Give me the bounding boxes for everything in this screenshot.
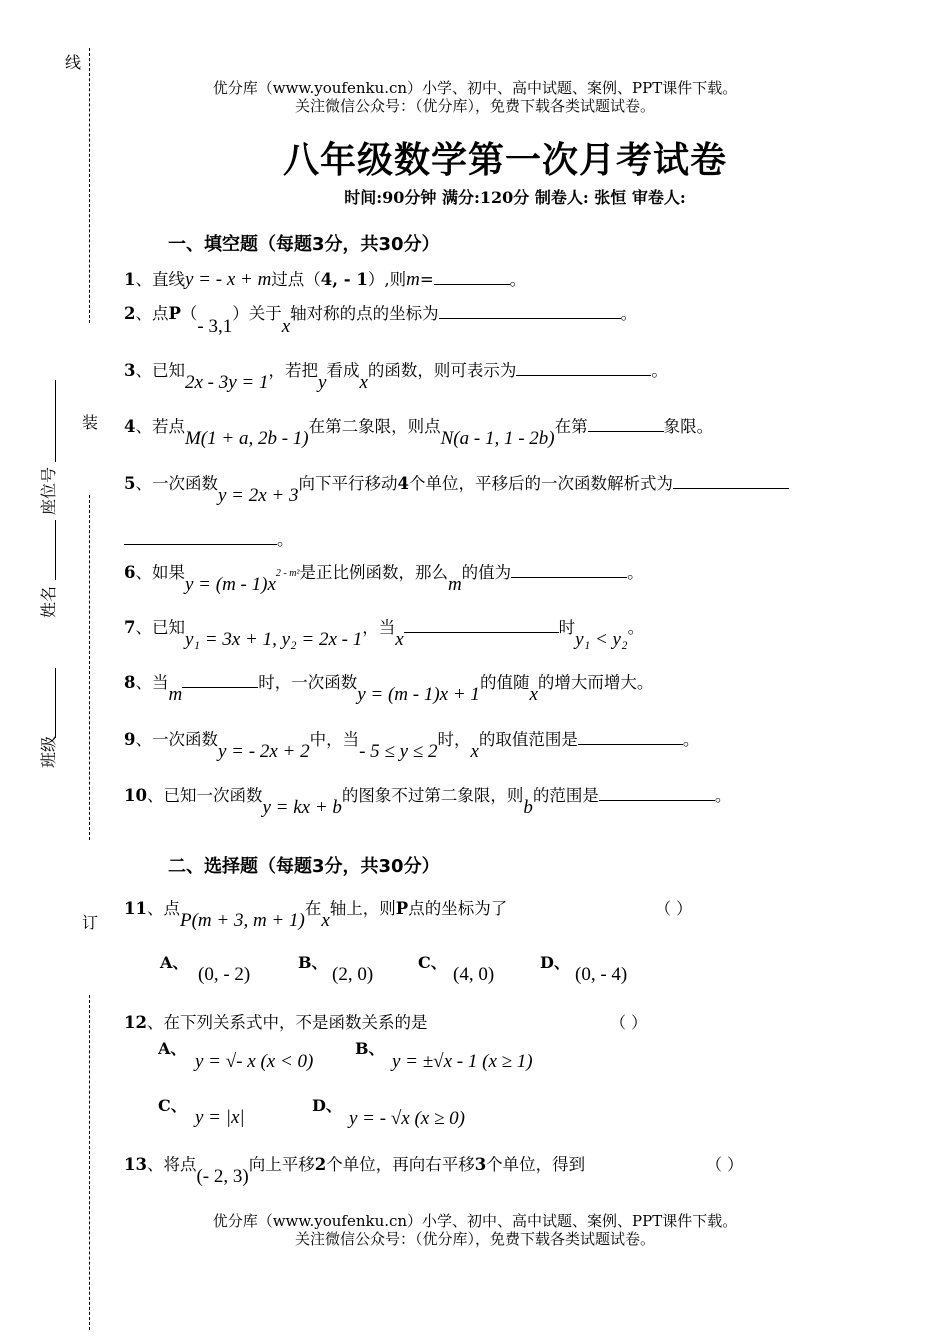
q10-answer-blank[interactable] — [599, 786, 715, 801]
q13-num-3: 3 — [474, 1155, 487, 1174]
q11-option-d[interactable]: (0, - 4) — [575, 964, 628, 985]
q1-text-c: ）,则 — [367, 270, 407, 289]
q13-text-c: 个单位，再向右平移 — [326, 1155, 475, 1174]
q7-end: 。 — [627, 618, 645, 637]
q3-text-d: 的函数，则可表示为 — [367, 361, 517, 380]
section-1-heading: 一、填空题（每题3分，共30分） — [168, 234, 440, 255]
q1-text-b: 过点（ — [271, 270, 321, 289]
q8-num: 8 — [124, 673, 136, 692]
q5-end: 。 — [277, 530, 294, 549]
footer-line2: 关注微信公众号：（优分库），免费下载各类试题试卷。 — [294, 1230, 655, 1248]
q6-exponent: 2 - m² — [275, 568, 300, 579]
q3-text-b: ，若把 — [268, 361, 318, 380]
q10-end: 。 — [714, 786, 732, 805]
q8-text-a: 、当 — [135, 673, 169, 692]
seat-number-line — [55, 380, 56, 462]
q5-answer-blank-1[interactable] — [673, 474, 789, 489]
question-2 — [124, 300, 638, 337]
binding-label-zhuang: 装 — [82, 413, 99, 432]
q4-text-d: 象限。 — [663, 417, 714, 436]
q1-text-d: = — [419, 270, 434, 289]
seat-number-label: 座位号 — [39, 466, 58, 515]
q3-end: 。 — [651, 361, 668, 380]
q9-text-d: 的取值范围是 — [478, 730, 578, 749]
q4-text-a: 、若点 — [135, 417, 185, 436]
q13-point: (- 2, 3) — [196, 1166, 249, 1187]
question-13 — [124, 1151, 586, 1187]
q2-text-a: 、点 — [135, 304, 169, 323]
q10-text-b: 的图象不过第二象限，则 — [341, 786, 524, 805]
name-label: 姓名 — [39, 585, 58, 618]
binding-dash-bottom — [89, 995, 90, 1330]
q6-end: 。 — [627, 563, 644, 582]
q2-text-b: （ — [180, 304, 198, 323]
q13-num-2: 2 — [314, 1155, 327, 1174]
q6-var: m — [447, 574, 462, 595]
q9-end: 。 — [682, 730, 700, 749]
q8-text-b: 时，一次函数 — [258, 673, 358, 692]
q12-answer-paren[interactable]: （ ） — [610, 1013, 648, 1032]
question-6 — [124, 559, 644, 595]
q5-num: 5 — [124, 474, 136, 493]
header-top-line1: 优分库（www.youfenku.cn）小学、初中、高中试题、案例、PPT课件下载。 — [212, 79, 738, 97]
q9-text-a: 、一次函数 — [135, 730, 218, 749]
q13-text-d: 个单位，得到 — [486, 1155, 586, 1174]
q6-text-b: 是正比例函数，那么 — [299, 563, 448, 582]
q4-expr-m: M(1 + a, 2b - 1) — [184, 428, 309, 449]
q2-point: - 3,1 — [197, 316, 233, 337]
q5-expr: y = 2x + 3 — [217, 485, 299, 506]
class-label: 班级 — [39, 735, 58, 768]
q3-num: 3 — [124, 361, 136, 380]
question-3 — [124, 357, 668, 393]
q12-option-a[interactable]: y = √- x (x < 0) — [195, 1051, 314, 1072]
section-2-heading: 二、选择题（每题3分，共30分） — [168, 856, 440, 877]
q12-option-c[interactable]: y = |x| — [195, 1107, 245, 1128]
q5-text-c: 个单位，平移后的一次函数解析式为 — [408, 474, 673, 493]
q11-num: 11 — [124, 899, 147, 918]
q1-answer-blank[interactable] — [434, 270, 510, 285]
q4-expr-n: N(a - 1, 1 - 2b) — [440, 428, 555, 449]
q7-inequality: y₁ < y₂ — [575, 629, 628, 650]
q9-answer-blank[interactable] — [578, 730, 683, 745]
q2-num: 2 — [124, 304, 136, 323]
footer-line1: 优分库（www.youfenku.cn）小学、初中、高中试题、案例、PPT课件下载。 — [212, 1212, 738, 1230]
q6-text-a: 、如果 — [135, 563, 185, 582]
q1-text-a: 、直线 — [135, 270, 185, 289]
q2-answer-blank[interactable] — [439, 304, 621, 319]
q9-text-c: 时， — [437, 730, 471, 749]
question-5 — [124, 470, 789, 506]
q11-text-b: 在 — [304, 899, 322, 918]
class-line — [55, 668, 56, 738]
q7-var: x — [395, 629, 404, 650]
q5-text-b: 向下平行移动 — [298, 474, 398, 493]
q8-var-x: x — [529, 684, 538, 705]
q11-option-d-label[interactable]: D、 — [540, 953, 570, 972]
q12-option-d-label[interactable]: D、 — [312, 1096, 342, 1115]
q12-option-c-label[interactable]: C、 — [158, 1096, 187, 1115]
q10-text-c: 的范围是 — [532, 786, 599, 805]
question-7 — [124, 614, 645, 650]
q9-text-b: 中，当 — [309, 730, 360, 749]
q11-text-c: 轴上，则 — [329, 899, 396, 918]
exam-meta: 时间:90分钟 满分:120分 制卷人: 张恒 审卷人: — [344, 188, 686, 207]
q13-text-b: 向上平移 — [248, 1155, 315, 1174]
q12-option-b[interactable]: y = ±√x - 1 (x ≥ 1) — [392, 1051, 533, 1072]
q4-text-b: 在第二象限，则点 — [308, 417, 441, 436]
q9-num: 9 — [124, 730, 136, 749]
q4-num: 4 — [124, 417, 136, 436]
q7-text-b: ，当 — [362, 618, 396, 637]
q11-option-c[interactable]: (4, 0) — [453, 964, 495, 985]
q6-answer-blank[interactable] — [511, 563, 627, 578]
binding-label-xian: 线 — [65, 53, 82, 72]
q1-var: m — [406, 269, 420, 290]
q3-text-c: 看成 — [326, 361, 360, 380]
question-12 — [124, 1009, 427, 1033]
q11-p: P — [395, 899, 409, 918]
q9-var: x — [470, 741, 479, 762]
q12-option-b-label[interactable]: B、 — [355, 1039, 385, 1058]
q12-option-a-label[interactable]: A、 — [158, 1039, 187, 1058]
q8-answer-blank[interactable] — [182, 673, 258, 688]
q5-number: 4 — [397, 474, 409, 493]
q12-text: 、在下列关系式中，不是函数关系的是 — [146, 1013, 428, 1032]
q11-option-c-label[interactable]: C、 — [418, 953, 447, 972]
header-top-line2: 关注微信公众号：（优分库），免费下载各类试题试卷。 — [294, 97, 655, 115]
q13-answer-paren[interactable]: （ ） — [706, 1155, 744, 1174]
q2-text-c: ）关于 — [232, 304, 282, 323]
q11-expr: P(m + 3, m + 1) — [179, 910, 305, 931]
question-1 — [124, 266, 526, 291]
q1-expr: y = - x + m — [184, 269, 272, 290]
question-4 — [124, 413, 714, 449]
question-10 — [124, 782, 732, 818]
q2-p: P — [168, 304, 181, 323]
question-11 — [124, 895, 508, 931]
question-8 — [124, 669, 654, 705]
q11-var: x — [321, 910, 330, 931]
q7-answer-blank[interactable] — [404, 618, 559, 633]
q1-point: 4, - 1 — [320, 270, 368, 289]
q8-var: m — [168, 684, 183, 705]
question-5-line2 — [124, 526, 294, 550]
question-9 — [124, 726, 700, 762]
q11-option-b[interactable]: (2, 0) — [332, 964, 374, 985]
q6-expr: y = (m - 1)x — [184, 574, 276, 595]
binding-dash-mid — [89, 495, 90, 840]
q6-text-c: 的值为 — [461, 563, 512, 582]
q5-answer-blank-2[interactable] — [124, 530, 277, 545]
q7-text-c: 时 — [558, 618, 576, 637]
q4-answer-blank[interactable] — [588, 417, 664, 432]
q11-text-a: 、点 — [146, 899, 180, 918]
q9-expr: y = - 2x + 2 — [217, 741, 310, 762]
q11-text-d: 点的坐标为了 — [408, 899, 508, 918]
q8-text-c: 的值随 — [479, 673, 530, 692]
page-title: 八年级数学第一次月考试卷 — [282, 140, 727, 181]
name-line — [55, 520, 56, 580]
q10-var: b — [523, 797, 533, 818]
q4-text-c: 在第 — [554, 417, 588, 436]
q8-text-d: 的增大而增大。 — [537, 673, 654, 692]
q11-option-b-label[interactable]: B、 — [298, 953, 328, 972]
q10-text-a: 、已知一次函数 — [146, 786, 263, 805]
q2-var: x — [281, 316, 291, 337]
q11-option-a-label[interactable]: A、 — [160, 953, 189, 972]
q9-range: - 5 ≤ y ≤ 2 — [359, 741, 438, 762]
binding-label-ding: 订 — [82, 913, 99, 932]
q10-expr: y = kx + b — [262, 797, 342, 818]
q5-text-a: 、一次函数 — [135, 474, 218, 493]
q3-var-y: y — [318, 372, 327, 393]
q7-expr: y₁ = 3x + 1, y₂ = 2x - 1 — [184, 629, 363, 650]
q3-text-a: 、已知 — [135, 361, 185, 380]
q13-num: 13 — [124, 1155, 147, 1174]
q6-num: 6 — [124, 563, 136, 582]
q3-expr: 2x - 3y = 1 — [184, 372, 269, 393]
q7-num: 7 — [124, 618, 136, 637]
q8-expr: y = (m - 1)x + 1 — [357, 684, 480, 705]
q1-end: 。 — [509, 270, 527, 289]
q3-var-x: x — [359, 372, 368, 393]
q12-option-d[interactable]: y = - √x (x ≥ 0) — [349, 1108, 465, 1129]
q11-option-a[interactable]: (0, - 2) — [198, 964, 251, 985]
q13-text-a: 、将点 — [146, 1155, 197, 1174]
q10-num: 10 — [124, 786, 147, 805]
q1-num: 1 — [124, 270, 136, 289]
q2-end: 。 — [620, 304, 638, 323]
q12-num: 12 — [124, 1013, 147, 1032]
q11-answer-paren[interactable]: （ ） — [655, 899, 693, 918]
q7-text-a: 、已知 — [135, 618, 185, 637]
q2-text-d: 轴对称的点的坐标为 — [290, 304, 439, 323]
q3-answer-blank[interactable] — [516, 361, 651, 376]
